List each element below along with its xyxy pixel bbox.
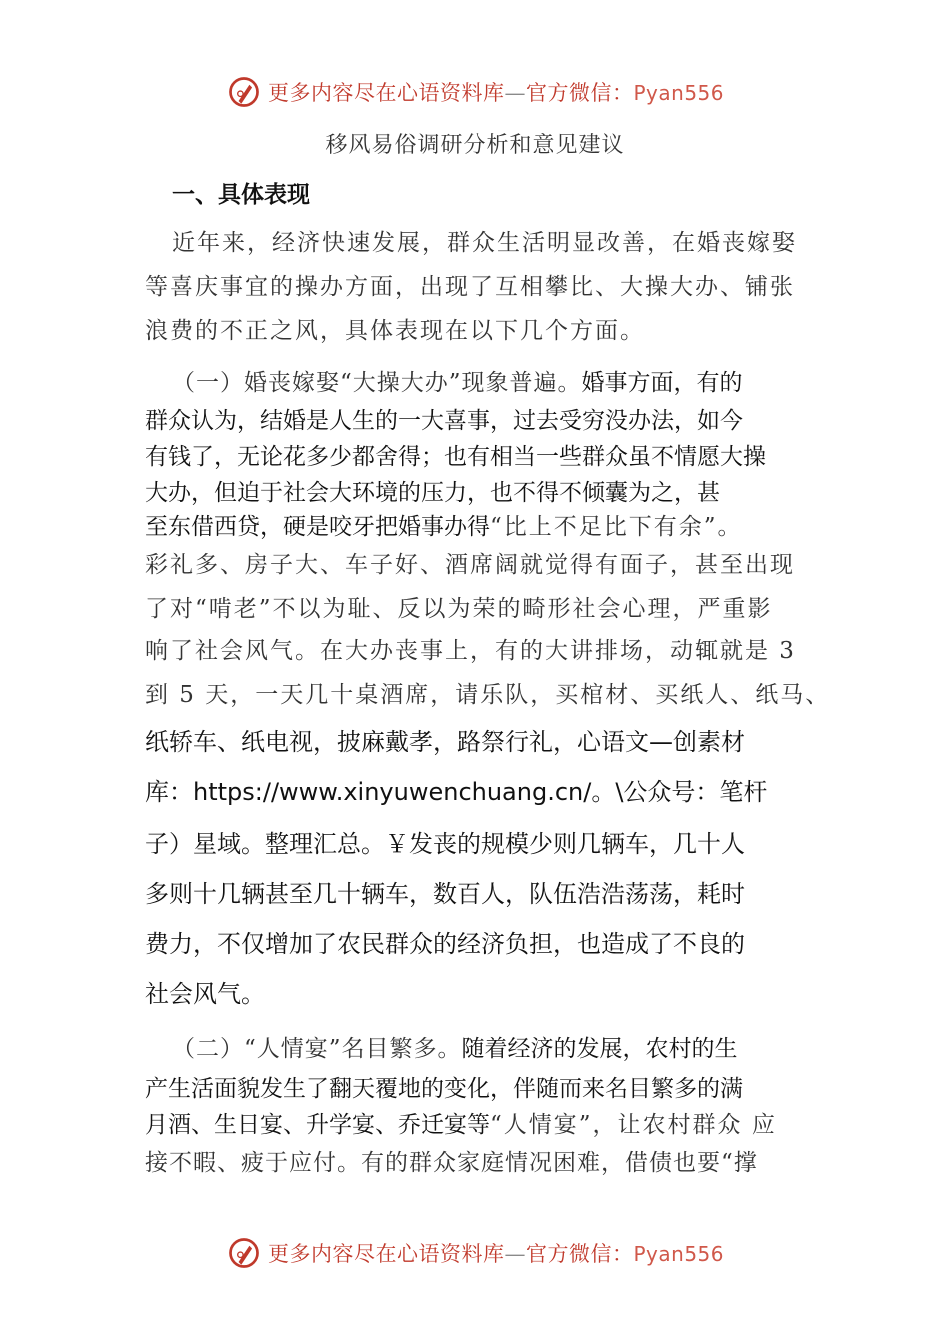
quote-text: “人情宴”，让农村群众 应 [490,1112,777,1138]
pen-logo-icon [226,1235,262,1271]
body-line: 近年来，经济快速发展，群众生活明显改善，在婚丧嫁娶 [172,230,797,256]
body-text: 随着经济的发展，农村的生 [461,1036,738,1062]
body-line: 产生活面貌发生了翻天覆地的变化，伴随而来名目繁多的满 [145,1076,743,1102]
body-line: 群众认为，结婚是人生的一大喜事，过去受穷没办法，如今 [145,408,743,434]
body-line: 多则十几辆甚至几十辆车，数百人，队伍浩浩荡荡，耗时 [145,880,745,908]
body-line: 响了社会风气。在大办丧事上，有的大讲排场，动辄就是 3 [145,638,796,664]
subheading-line [172,1030,738,1063]
subheading-2: （二）“人情宴”名目繁多。 [172,1036,462,1062]
body-line: 接不暇、疲于应付。有的群众家庭情况困难，借债也要“撑 [145,1150,758,1176]
body-line: 纸轿车、纸电视，披麻戴孝，路祭行礼，心语文—创素材 [145,728,745,756]
body-line [145,1106,777,1139]
body-line: 到 5 天，一天几十桌酒席，请乐队，买棺材、买纸人、纸马、 [145,682,831,708]
body-line: 库：https://www.xinyuwenchuang.cn/。\公众号：笔杆 [145,778,768,806]
subheading-1: （一）婚丧嫁娶“大操大办”现象普遍。 [172,370,582,396]
document-title: 移风易俗调研分析和意见建议 [325,133,625,158]
body-line: 有钱了，无论花多少都舍得；也有相当一些群众虽不情愿大操 [145,444,766,470]
body-line: 等喜庆事宜的操办方面，出现了互相攀比、大操大办、铺张 [145,274,795,300]
body-line: 费力，不仅增加了农民群众的经济负担，也造成了不良的 [145,930,745,958]
body-text: 月酒、生日宴、升学宴、乔迁宴等 [145,1112,490,1138]
bottom-watermark-banner [0,1233,950,1273]
quote-text: “比上不足比下有余”。 [490,514,743,540]
top-watermark-banner [0,72,950,112]
subheading-line [172,364,743,397]
body-line: 浪费的不正之风，具体表现在以下几个方面。 [145,318,645,344]
body-line: 彩礼多、房子大、车子好、酒席阔就觉得有面子，甚至出现 [145,552,795,578]
body-line: 子）星域。整理汇总。￥发丧的规模少则几辆车，几十人 [145,830,745,858]
body-line: 社会风气。 [145,980,265,1008]
body-line [145,508,743,541]
body-text: 婚事方面，有的 [581,370,743,396]
banner-text: 更多内容尽在心语资料库—官方微信：Pyan556 [267,1242,724,1266]
body-line: 大办，但迫于社会大环境的压力，也不得不倾囊为之，甚 [145,480,720,506]
section-heading: 一、具体表现 [172,182,310,208]
body-line: 了对“啃老”不以为耻、反以为荣的畸形社会心理，严重影 [145,596,773,622]
pen-logo-icon [226,74,262,110]
body-text: 至东借西贷，硬是咬牙把婚事办得 [145,514,490,540]
banner-text: 更多内容尽在心语资料库—官方微信：Pyan556 [267,81,724,105]
